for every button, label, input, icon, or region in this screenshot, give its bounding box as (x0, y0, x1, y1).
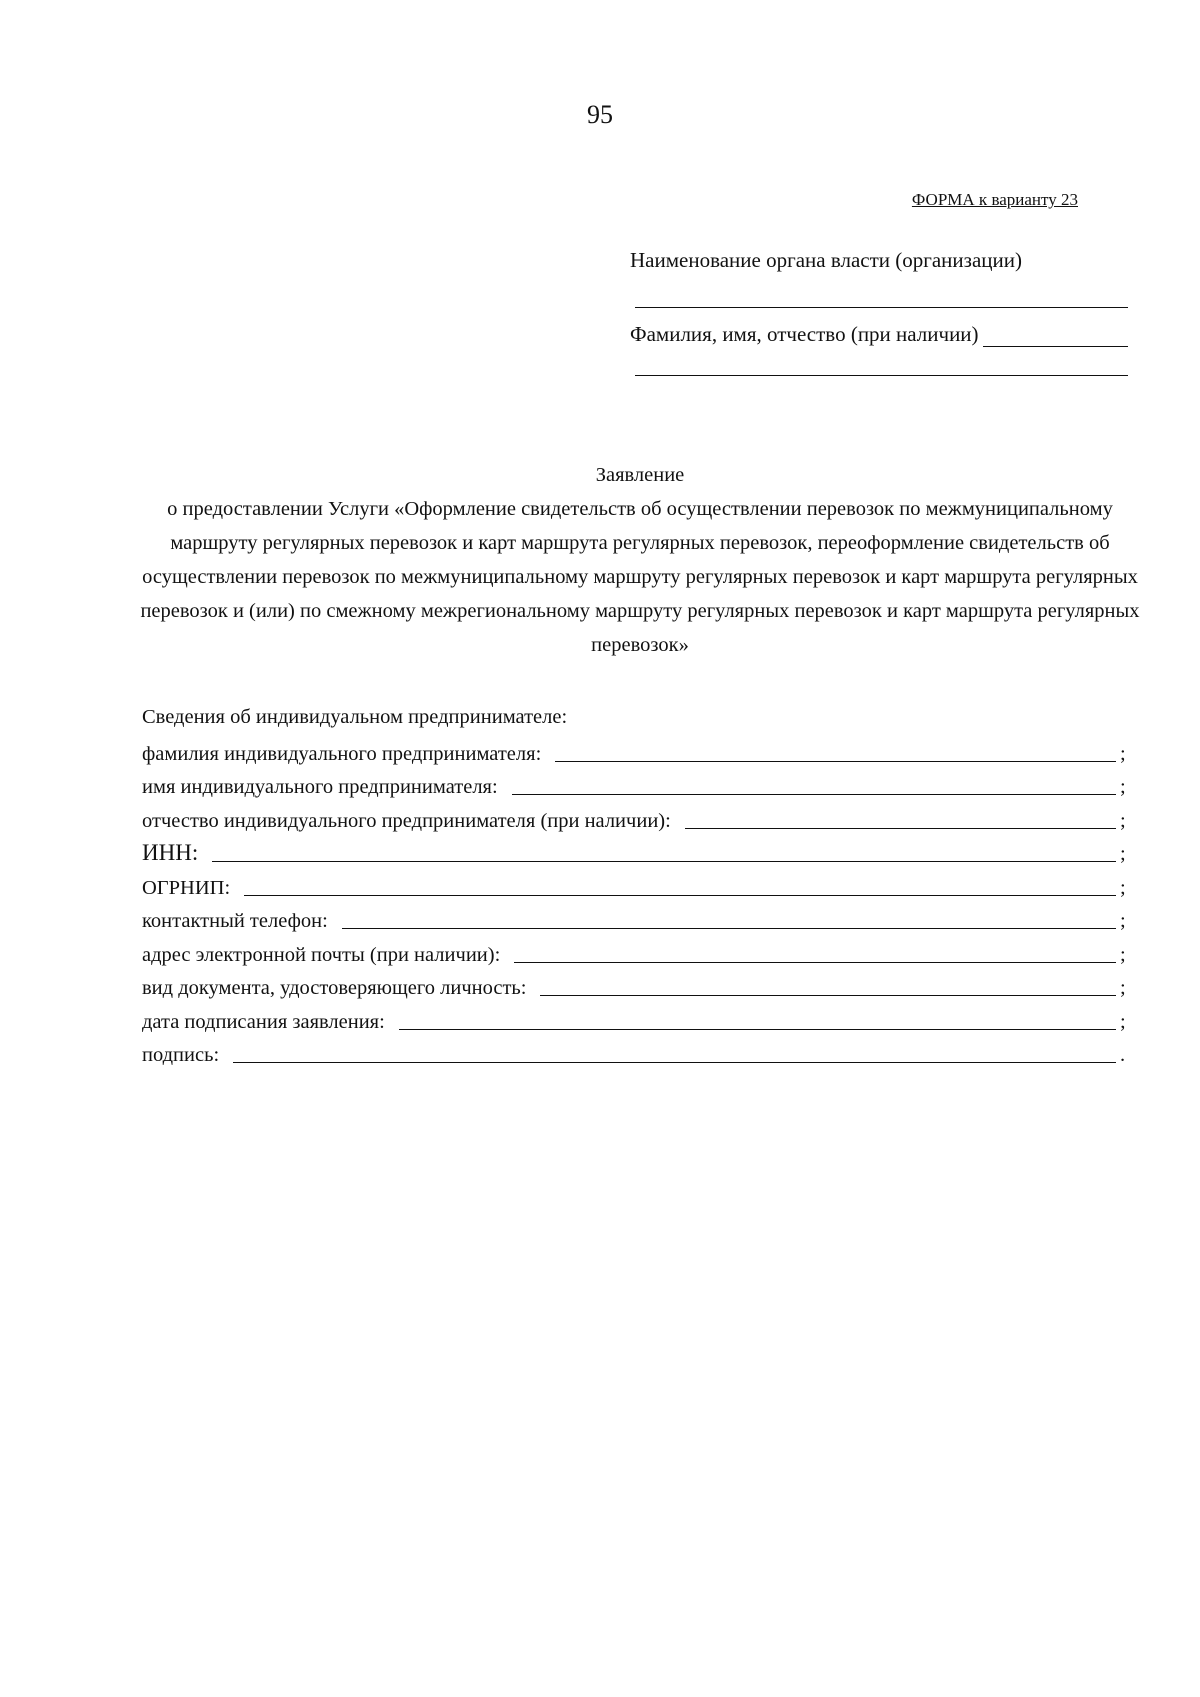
field-end: ; (1120, 742, 1126, 765)
field-end: ; (1120, 977, 1126, 999)
patronymic-fill-line[interactable] (685, 808, 1116, 829)
field-row-email (142, 935, 1128, 969)
field-label: контактный телефон: (142, 910, 328, 932)
authority-label: Наименование органа власти (организации) (630, 248, 1022, 272)
form-reference: ФОРМА к варианту 23 (911, 190, 1078, 209)
field-end: ; (1120, 910, 1126, 932)
field-end: ; (1120, 943, 1126, 966)
field-end: . (1120, 1044, 1126, 1066)
field-end: ; (1120, 809, 1126, 832)
fio-fill-line-2[interactable] (635, 375, 1128, 376)
field-row-phone (142, 902, 1128, 936)
field-row-signature (142, 1036, 1128, 1070)
field-end: ; (1120, 776, 1126, 798)
inn-fill-line[interactable] (212, 841, 1116, 862)
field-row-patronymic (142, 801, 1128, 835)
field-label: ОГРНИП: (142, 876, 231, 899)
application-heading: Заявление (595, 464, 685, 486)
field-row-signing-date (142, 1002, 1128, 1036)
field-label: вид документа, удостоверяющего личность: (142, 977, 527, 999)
name-fill-line[interactable] (512, 774, 1116, 795)
email-fill-line[interactable] (514, 942, 1116, 963)
application-subtitle: о предоставлении Услуги «Оформление свидетельств об осуществлении перевозок по межмуниципальному маршруту регулярных перевозок и карт маршрута регулярных перевозок, переоформление свидетельств об осуществлении перевозок по межмуниципальному маршруту регулярных перевозок и карт маршрута регулярных перевозок и (или) по смежному межрегиональному маршруту регулярных перевозок и карт маршрута регулярных перевозок» (140, 498, 1140, 656)
fio-label: Фамилия, имя, отчество (при наличии) (630, 322, 979, 346)
field-row-id-document (142, 969, 1128, 1003)
field-label: отчество индивидуального предпринимателя (при наличии): (142, 809, 671, 832)
field-label: подпись: (142, 1044, 220, 1066)
id-document-fill-line[interactable] (540, 975, 1116, 996)
field-end: ; (1120, 876, 1126, 899)
entrepreneur-fields (142, 700, 1128, 1069)
field-label: адрес электронной почты (при наличии): (142, 943, 501, 966)
ogrnip-fill-line[interactable] (244, 875, 1116, 896)
field-row-name (142, 768, 1128, 802)
authority-fill-line[interactable] (635, 307, 1128, 308)
surname-fill-line[interactable] (555, 741, 1116, 762)
application-title (140, 458, 1140, 662)
field-end: ; (1120, 1010, 1126, 1033)
field-label: имя индивидуального предпринимателя: (142, 776, 498, 798)
field-row-inn (142, 835, 1128, 869)
signature-fill-line[interactable] (233, 1042, 1116, 1063)
field-label: фамилия индивидуального предпринимателя: (142, 742, 542, 765)
field-end: ; (1120, 843, 1126, 865)
field-row-ogrnip (142, 868, 1128, 902)
page-number: 95 (587, 100, 613, 129)
signing-date-fill-line[interactable] (399, 1009, 1116, 1030)
field-row-surname (142, 734, 1128, 768)
field-label: дата подписания заявления: (142, 1010, 385, 1033)
fio-fill-line[interactable] (983, 326, 1128, 347)
fields-heading: Сведения об индивидуальном предпринимателе: (142, 706, 568, 728)
phone-fill-line[interactable] (342, 908, 1116, 929)
fio-row (630, 322, 1128, 347)
field-label: ИНН: (142, 840, 199, 865)
